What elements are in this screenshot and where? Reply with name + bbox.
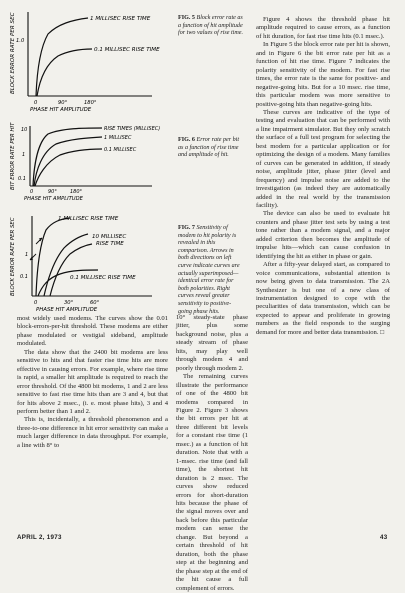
middle-text-column: [176, 314, 248, 593]
fig7-x-axis-label: PHASE HIT AMPLITUDE: [36, 307, 98, 313]
fig7-curve-10ms-label-a: 10 MILLISEC: [92, 234, 127, 240]
fig7-curve-1ms-label: 1 MILLISEC RISE TIME: [58, 216, 119, 222]
fig7-caption-text: Sensitivity of modem to hit polarity is revealed in this comparison. Arrows in both directions on left curve indicate curves are actually superimposed—identical error rate for both polarities. Right curves reveal greater sensitivity to positive-going phase hits.: [178, 225, 240, 315]
fig5-x-tick-180: 180°: [84, 100, 97, 106]
fig5-x-tick-0: 0: [34, 100, 38, 106]
left-col-paragraph: The data show that the 2400 bit modems are less sensitive to hits and that faster rise time hits are more effective in causing errors. For example, where rise time is rapid, a smaller hit amplitude is required to reach the error threshold. Of the 4800 bit modems, 1 and 2 are less sensitive to fast rise time hits than are 3 and 4, but that for hits above 2 msec., (i. e. most phase hits), 3 and 4 perform better than 1 and 2.: [17, 348, 168, 415]
fig7-x-tick-0: 0: [34, 300, 38, 306]
fig6-x-tick-90: 90°: [48, 189, 57, 195]
fig6-caption-text: Error rate per bit as a function of rise time and amplitude of hit.: [178, 137, 240, 159]
fig5-curve-1ms: [36, 18, 88, 96]
fig6-x-tick-180: 180°: [70, 189, 83, 195]
fig5-y-axis-label: BLOCK ERROR RATE PER SEC: [10, 12, 16, 94]
mid-col-paragraph: The remaining curves illustrate the performance of one of the 4800 bit modems compared in Figure 2. Figure 3 shows the bit errors per hit at three different bit levels for a constant rise time (1 msec.) as a function of hit duration. Note that with a 1-msec. rise time (and fall time), the shortest hit duration is 2 msec. The curves show reduced errors for short-duration hits because the phase of the signal moves over and back before this particular modem can sense the change. But beyond a certain threshold of hit duration, both the phase step at the beginning and the phase step at the end of the hit cause a full complement of errors.: [176, 373, 248, 592]
fig7-y-tick-01: 0.1: [20, 274, 28, 280]
right-col-paragraph: In Figure 5 the block error rate per hit is shown, and in Figure 6 the bit error rate per hit as a function of hit rise time. Figure 7 indicates the polarity sensitivity of the modem. For fast rise times, the error rate is the same for positive- and negative-going hits. But for a 10 msec. rise time, this particular modem was more sensitive to positive-going hits than negative-going hits.: [256, 41, 390, 108]
fig6-x-axis-label: PHASE HIT AMPLITUDE: [24, 196, 83, 202]
fig6-y-tick-01: 0.1: [18, 176, 26, 182]
fig5-x-tick-90: 90°: [58, 100, 68, 106]
fig6-curve-1ms-label: 1 MILLISEC: [104, 135, 132, 141]
fig5-curve-01ms: [37, 49, 92, 96]
fig6-curve-mid: [34, 137, 102, 186]
right-col-paragraph: The device can also be used to evaluate hit counters and phase jitter test sets by using a test tone rather than a modem signal, and a major added criterion then becomes the amplitude of impulse hits—which can cause confusion in identifying the hit as either in phase or gain.: [256, 210, 390, 260]
mid-col-paragraph: 10° steady-state phase jitter, plus some background noise, plus a steady stream of phase hits, may play well through modem 4 and poorly through modem 2.: [176, 314, 248, 372]
fig5-caption-label: FIG. 5: [178, 15, 195, 21]
fig6-y-tick-1: 1: [22, 152, 26, 158]
fig6-y-axis-label: BIT ERROR RATE PER HIT: [10, 122, 16, 190]
right-text-column: [256, 16, 390, 337]
fig6-curve-head-label: RISE TIMES (MILLISEC): [104, 126, 161, 132]
left-col-paragraph: This is, incidentally, a threshold phenomenon and a three-to-one difference in hit error sensitivity can make a much larger difference in data throughput. For example, a line with 8° to: [17, 416, 168, 449]
figure-7-plot: [0, 208, 175, 313]
left-text-column: [17, 315, 168, 450]
fig7-curve-10ms-a: [44, 234, 88, 296]
fig6-curve-01ms-label: 0.1 MILLISEC: [104, 147, 137, 153]
fig7-x-tick-30: 30°: [64, 300, 74, 306]
figure-5-plot: [0, 0, 175, 115]
fig7-x-tick-60: 60°: [90, 300, 100, 306]
fig5-curve-01ms-label: 0.1 MILLISEC RISE TIME: [94, 47, 160, 53]
fig7-curve-01ms-label: 0.1 MILLISEC RISE TIME: [70, 275, 136, 281]
fig5-x-axis-label: PHASE HIT AMPLITUDE: [30, 107, 92, 113]
figure-6-plot: [0, 118, 175, 203]
fig7-y-axis-label: BLOCK ERROR RATE PER SEC: [10, 217, 16, 296]
figure-7-caption: [178, 225, 244, 316]
left-col-paragraph: most widely used modems. The curves show the 0.01 block-errors-per-hit threshold. These modems are either phase modulated or vestigial sideband, amplitude modulated.: [17, 315, 168, 348]
fig5-curve-1ms-label: 1 MILLISEC RISE TIME: [90, 16, 151, 22]
right-col-paragraph: After a fifty-year delayed start, as compared to voice communications, substantial attention is now being given to data transmission. The 2A Synthesizer is but one of a new class of instrumentation designed to cope with the peculiarities of data transmission, which can be expected to appear and proliferate in growing numbers as the field responds to the surging demand for more and better data transmission. □: [256, 261, 390, 336]
right-col-paragraph: Figure 4 shows the threshold phase hit amplitude required to cause errors, as a function of hit duration, for fast rise time hits (0.1 msec.).: [256, 16, 390, 40]
right-col-paragraph: These curves are indicative of the type of testing and evaluation that can be performed with a line impairment simulator. But they only scratch the surface of a full test program for selecting the best modem for a particular application or for optimizing the design of a modem. Many families of curves can be generated in addition, if steady noise, amplitude jitter, phase jitter (level and frequency) and impulse noise are added to the investigation (as indeed they are automatically added in the real world by the transmission facility).: [256, 108, 390, 209]
fig6-caption-label: FIG. 6: [178, 137, 195, 143]
fig7-curve-10ms-label-b: RISE TIME: [96, 241, 124, 247]
fig5-caption-text: Block error rate as a function of hit amplitude for two values of rise time.: [178, 15, 243, 37]
figure-5-caption: [178, 15, 244, 38]
fig7-caption-label: FIG. 7: [178, 225, 195, 231]
figure-6-caption: [178, 137, 244, 160]
fig6-x-tick-0: 0: [30, 189, 34, 195]
footer-date: APRIL 2, 1973: [17, 534, 62, 541]
fig5-y-tick: 1.0: [16, 38, 25, 44]
fig6-y-tick-10: 10: [21, 127, 28, 133]
fig7-y-tick-1: 1: [25, 252, 29, 258]
page-number: 43: [380, 534, 388, 541]
